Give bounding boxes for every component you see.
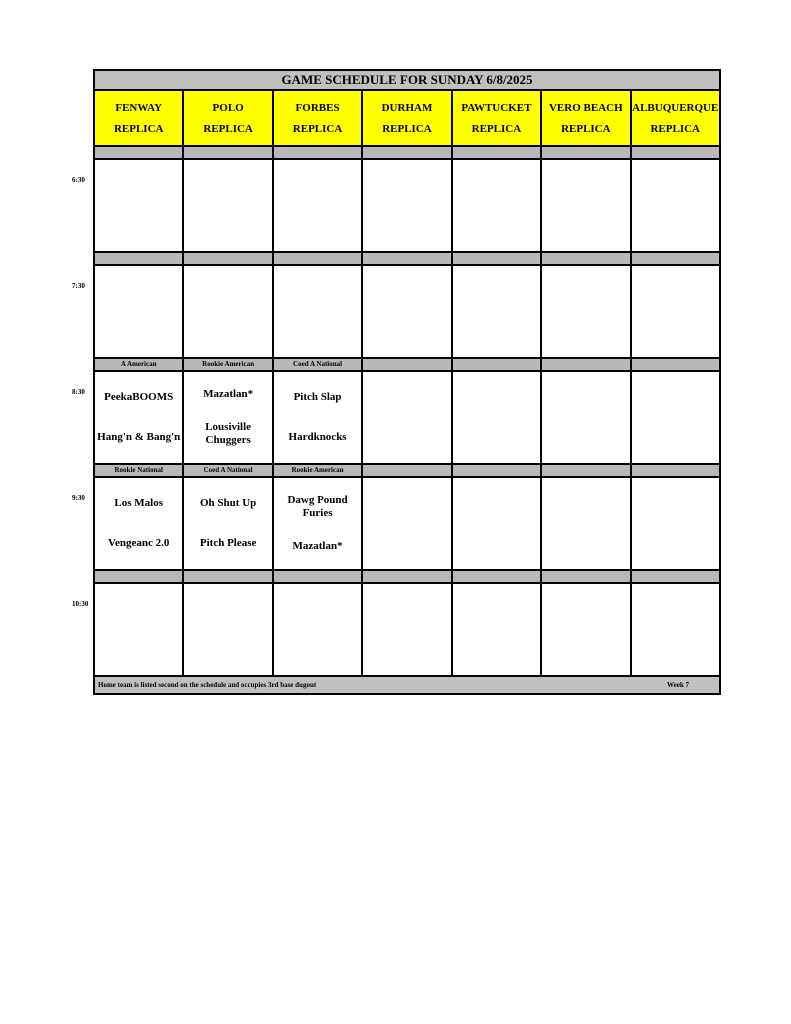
game-cell: [274, 584, 363, 675]
team-away: Oh Shut Up: [200, 497, 257, 510]
division-label: Coed A National: [274, 359, 363, 370]
division-label: Rookie American: [184, 359, 273, 370]
team-home: Lousiville Chuggers: [205, 421, 252, 446]
field-header-pawtucket: [453, 91, 542, 145]
game-cell: [632, 478, 719, 569]
game-cell: [95, 372, 184, 463]
time-label: 9:30: [72, 494, 85, 502]
game-cell: [453, 372, 542, 463]
game-cell: [542, 266, 631, 357]
division-label: Rookie National: [95, 465, 184, 476]
field-name: DURHAM: [381, 101, 433, 114]
game-cell: [184, 478, 273, 569]
team-away: Pitch Slap: [293, 391, 342, 404]
time-slot-row: [95, 478, 719, 571]
time-slot-row: [95, 584, 719, 677]
time-label: 7:30: [72, 282, 85, 290]
team-home: Mazatlan*: [292, 540, 343, 552]
division-label: [95, 571, 184, 582]
division-label: Coed A National: [184, 465, 273, 476]
home-team-note: Home team is listed second on the schedule and occupies 3rd base dugout: [98, 681, 317, 689]
field-name: ALBUQUERQUE: [632, 101, 719, 114]
division-label: [542, 253, 631, 264]
division-label: [274, 147, 363, 158]
schedule-footer: [95, 677, 719, 693]
team-away: Mazatlan*: [203, 388, 254, 400]
field-header-vero-beach: [542, 91, 631, 145]
game-cell: [363, 160, 452, 251]
field-header-forbes: [274, 91, 363, 145]
division-row: [95, 571, 719, 584]
division-label: [453, 465, 542, 476]
division-label: [184, 571, 273, 582]
field-header-albuquerque: [632, 91, 719, 145]
field-sub: REPLICA: [382, 122, 432, 135]
team-away: Dawg Pound Furies: [287, 494, 348, 519]
division-label: [363, 359, 452, 370]
field-name: VERO BEACH: [548, 101, 623, 114]
schedule-title: GAME SCHEDULE FOR SUNDAY 6/8/2025: [95, 71, 719, 91]
division-label: [632, 253, 719, 264]
division-label: [542, 147, 631, 158]
division-label: [632, 571, 719, 582]
field-name: POLO: [212, 101, 244, 114]
field-sub: REPLICA: [471, 122, 522, 135]
division-label: A American: [95, 359, 184, 370]
game-cell: [632, 372, 719, 463]
game-cell: [184, 266, 273, 357]
game-cell: [274, 266, 363, 357]
field-sub: REPLICA: [113, 122, 164, 135]
division-label: Rookie American: [274, 465, 363, 476]
division-label: [363, 253, 452, 264]
game-cell: [184, 160, 273, 251]
team-away: Los Malos: [114, 497, 163, 510]
game-cell: [542, 372, 631, 463]
field-sub: REPLICA: [292, 122, 343, 135]
game-cell: [453, 584, 542, 675]
game-cell: [274, 478, 363, 569]
field-header-row: [95, 91, 719, 147]
game-cell: [95, 478, 184, 569]
division-label: [274, 253, 363, 264]
team-home: Vengeanc 2.0: [108, 536, 170, 549]
game-cell: [453, 478, 542, 569]
division-label: [363, 571, 452, 582]
division-row: [95, 147, 719, 160]
division-label: [542, 359, 631, 370]
division-label: [542, 465, 631, 476]
field-sub: REPLICA: [203, 122, 253, 135]
game-cell: [95, 160, 184, 251]
division-label: [632, 465, 719, 476]
field-header-durham: [363, 91, 452, 145]
game-cell: [274, 372, 363, 463]
time-label: 8:30: [72, 388, 85, 396]
division-label: [363, 465, 452, 476]
field-name: FORBES: [295, 101, 340, 114]
field-sub: REPLICA: [650, 122, 700, 135]
time-slot-row: [95, 160, 719, 253]
schedule-table: [93, 69, 721, 695]
division-row: [95, 253, 719, 266]
field-header-polo: [184, 91, 273, 145]
team-away: PeekaBOOMS: [104, 391, 174, 404]
division-label: [453, 147, 542, 158]
game-cell: [632, 160, 719, 251]
game-cell: [363, 478, 452, 569]
game-cell: [542, 160, 631, 251]
game-cell: [542, 584, 631, 675]
division-label: [184, 253, 273, 264]
division-row: [95, 465, 719, 478]
time-slot-row: [95, 372, 719, 465]
game-cell: [453, 266, 542, 357]
division-label: [95, 253, 184, 264]
game-cell: [363, 584, 452, 675]
division-label: [453, 359, 542, 370]
team-home: Hardknocks: [288, 430, 347, 443]
game-cell: [363, 266, 452, 357]
field-name: FENWAY: [115, 101, 163, 114]
field-sub: REPLICA: [561, 122, 611, 135]
week-label: Week 7: [667, 681, 689, 689]
game-cell: [184, 372, 273, 463]
division-label: [542, 571, 631, 582]
field-header-fenway: [95, 91, 184, 145]
game-cell: [632, 266, 719, 357]
game-cell: [453, 160, 542, 251]
division-label: [632, 359, 719, 370]
field-name: PAWTUCKET: [461, 101, 532, 114]
division-label: [274, 571, 363, 582]
game-cell: [95, 584, 184, 675]
time-slot-row: [95, 266, 719, 359]
division-label: [453, 571, 542, 582]
division-label: [632, 147, 719, 158]
game-cell: [632, 584, 719, 675]
division-label: [453, 253, 542, 264]
division-row: [95, 359, 719, 372]
division-label: [95, 147, 184, 158]
team-home: Hang'n & Bang'n: [97, 430, 181, 443]
game-cell: [184, 584, 273, 675]
game-cell: [274, 160, 363, 251]
division-label: [184, 147, 273, 158]
game-cell: [363, 372, 452, 463]
game-cell: [542, 478, 631, 569]
time-label: 10:30: [72, 600, 89, 608]
division-label: [363, 147, 452, 158]
team-home: Pitch Please: [199, 536, 257, 549]
game-cell: [95, 266, 184, 357]
time-label: 6:30: [72, 176, 85, 184]
